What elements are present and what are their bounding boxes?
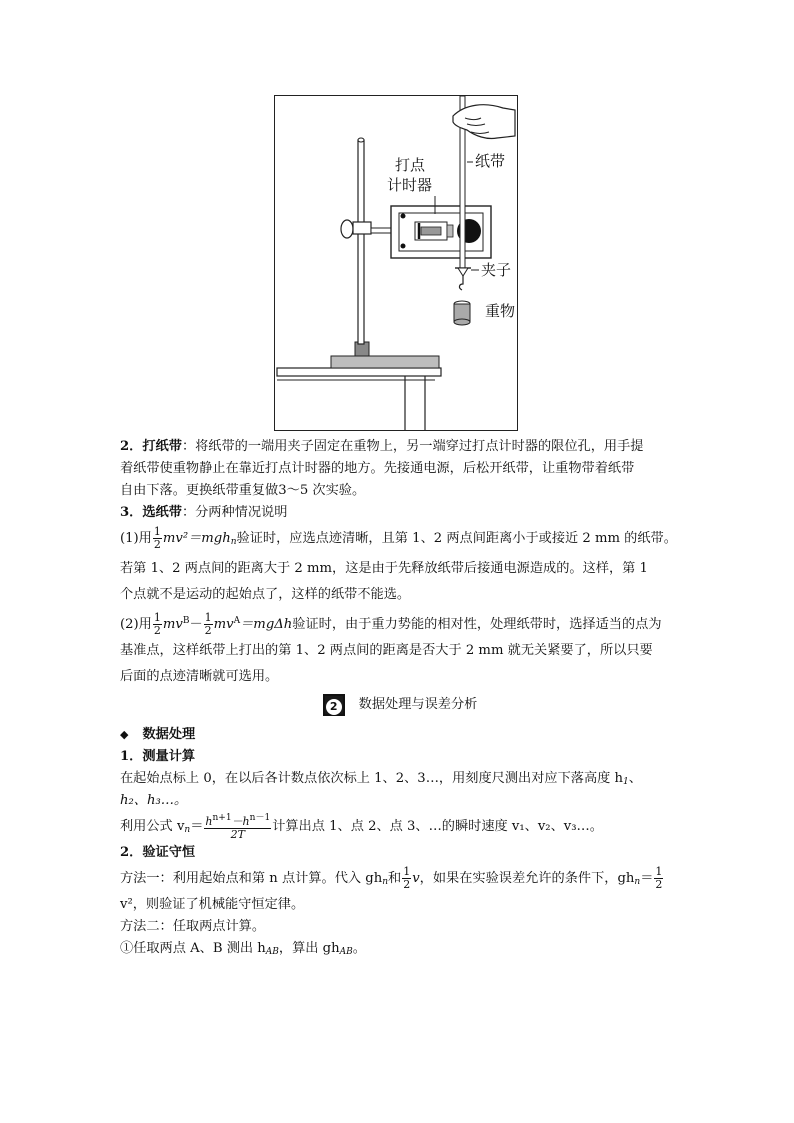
m1-title: 1．测量计算 — [120, 749, 196, 764]
m1-formula-sub: n — [184, 825, 191, 835]
m2-item1-prefix: ①任取两点 A、B 测出 h — [120, 941, 266, 956]
step3-title-line — [120, 502, 680, 524]
m2-item1-line — [120, 938, 680, 960]
case1-text-3: 个点就不是运动的起始点了，这样的纸带不能选。 — [120, 587, 411, 602]
section-title: 数据处理与误差分析 — [358, 697, 478, 712]
case2-line2 — [120, 636, 680, 666]
m1-formula-prefix: 利用公式 v — [120, 819, 185, 834]
m2-eq: ＝ — [640, 871, 654, 886]
m2-item1-end: 。 — [352, 941, 366, 956]
case2-tail: ＝mgΔh — [240, 617, 293, 632]
badge-number: 2 — [326, 699, 342, 715]
frac-den: 2 — [204, 624, 212, 637]
m2-sub2: n — [634, 877, 641, 887]
frac-den: 2 — [153, 624, 161, 637]
m2-and: 和 — [388, 871, 402, 886]
apparatus-figure — [274, 95, 518, 431]
case2-line1 — [120, 606, 680, 636]
fraction-half-b — [204, 612, 213, 637]
case1-sub: n — [230, 537, 237, 547]
m1-sub-1: 1 — [623, 777, 629, 787]
fraction-half-d — [654, 866, 663, 891]
step2-text-2: 着纸带使重物静止在靠近打点计时器的地方。先接通电源，后松开纸带，让重物带着纸带 — [120, 461, 635, 476]
section-number-badge — [323, 694, 345, 716]
m2-item1-mid: ，算出 gh — [278, 941, 340, 956]
num-h1: h — [205, 815, 213, 828]
case2-rest: 验证时，由于重力势能的相对性，处理纸带时，选择适当的点为 — [292, 617, 662, 632]
step2-line3 — [120, 480, 680, 502]
case1-formula: mv²＝mgh — [162, 531, 231, 546]
m2-mid: ，如果在实验误差允许的条件下，gh — [419, 871, 635, 886]
frac-num: 1 — [204, 611, 212, 624]
frac-den: 2 — [403, 878, 411, 891]
m2-text-2: v²，则验证了机械能守恒定律。 — [120, 897, 305, 912]
step3-title-rest: ：分两种情况说明 — [181, 505, 288, 520]
m1-line2 — [120, 790, 680, 812]
step2-text-3: 自由下落。更换纸带重复做3～5 次实验。 — [120, 483, 366, 498]
label-clip: 夹子 — [481, 261, 512, 279]
section-heading — [120, 692, 680, 718]
num-sup-a: n+1 — [212, 813, 232, 823]
case2-line3 — [120, 666, 680, 688]
frac-den: 2 — [153, 538, 161, 551]
num-mid: －h — [231, 815, 250, 828]
fraction-half-c — [402, 866, 411, 891]
case2-minus: － — [189, 617, 203, 632]
fraction-half-a — [153, 612, 162, 637]
case1-prefix: (1)用 — [120, 531, 152, 546]
m1-formula-rest: 计算出点 1、点 2、点 3、…的瞬时速度 v₁、v₂、v₃…。 — [272, 819, 603, 834]
m2-title-line — [120, 842, 680, 864]
velocity-numerator — [204, 812, 271, 829]
case1-text-2: 若第 1、2 两点间的距离大于 2 mm，这是由于先释放纸带后接通电源造成的。这样，第 1 — [120, 561, 648, 576]
step2-text-1: ：将纸带的一端用夹子固定在重物上，另一端穿过打点计时器的限位孔，用手提 — [181, 439, 644, 454]
m2-title: 2．验证守恒 — [120, 845, 196, 860]
case2-mv-a: mv — [213, 617, 234, 632]
diamond-bullet-icon: ◆ — [120, 728, 129, 741]
label-timer-2: 计时器 — [387, 176, 433, 194]
m2-item1-sub: AB — [265, 947, 279, 957]
step2-line2 — [120, 458, 680, 480]
case1-line1 — [120, 524, 680, 554]
frac-num: 1 — [403, 865, 411, 878]
fraction-half — [153, 526, 162, 551]
m1-line3 — [120, 812, 680, 842]
m2-sub: n — [382, 877, 388, 887]
frac-num: 1 — [153, 525, 161, 538]
case2-sup-b: B — [182, 616, 190, 626]
case2-sup-a: A — [233, 616, 241, 626]
data-processing-heading — [120, 724, 680, 746]
case2-text-3: 后面的点迹清晰就可选用。 — [120, 669, 279, 684]
m1-title-line — [120, 746, 680, 768]
step2-title: 2．打纸带 — [120, 439, 182, 454]
m2-method2-line — [120, 916, 680, 938]
m2-line1 — [120, 864, 680, 894]
label-weight: 重物 — [485, 302, 516, 320]
m2-method2: 方法二：任取两点计算。 — [120, 919, 266, 934]
m1-text-2: h₂、h₃…。 — [120, 793, 188, 808]
step2-line1 — [120, 436, 680, 458]
case2-prefix: (2)用 — [120, 617, 152, 632]
document-body — [120, 436, 680, 960]
label-timer-1: 打点 — [395, 156, 426, 174]
velocity-denominator: 2T — [230, 828, 245, 841]
case1-line3 — [120, 584, 680, 606]
num-sup-b: n－1 — [249, 813, 271, 823]
case1-line2 — [120, 554, 680, 584]
m1-formula-eq: ＝ — [190, 819, 204, 834]
m2-v: v — [412, 871, 420, 886]
step3-title: 3．选纸带 — [120, 505, 182, 520]
m1-line1 — [120, 768, 680, 790]
m1-text-1-end: 、 — [628, 771, 642, 786]
m1-text-1: 在起始点标上 0，在以后各计数点依次标上 1、2、3…，用刻度尺测出对应下落高度 h — [120, 771, 624, 786]
label-tape: 纸带 — [475, 152, 506, 170]
m2-item1-sub2: AB — [339, 947, 353, 957]
case2-text-2: 基准点，这样纸带上打出的第 1、2 两点间的距离是否大于 2 mm 就无关紧要了，所以只要 — [120, 643, 653, 658]
frac-den: 2 — [655, 878, 663, 891]
velocity-fraction — [204, 812, 271, 841]
frac-num: 1 — [153, 611, 161, 624]
data-processing-title: 数据处理 — [142, 727, 196, 742]
case1-rest: 验证时，应选点迹清晰，且第 1、2 两点间距离小于或接近 2 mm 的纸带。 — [236, 531, 677, 546]
case2-mv-b: mv — [162, 617, 183, 632]
m2-line2 — [120, 894, 680, 916]
m2-prefix: 方法一：利用起始点和第 n 点计算。代入 gh — [120, 871, 383, 886]
frac-num: 1 — [655, 865, 663, 878]
